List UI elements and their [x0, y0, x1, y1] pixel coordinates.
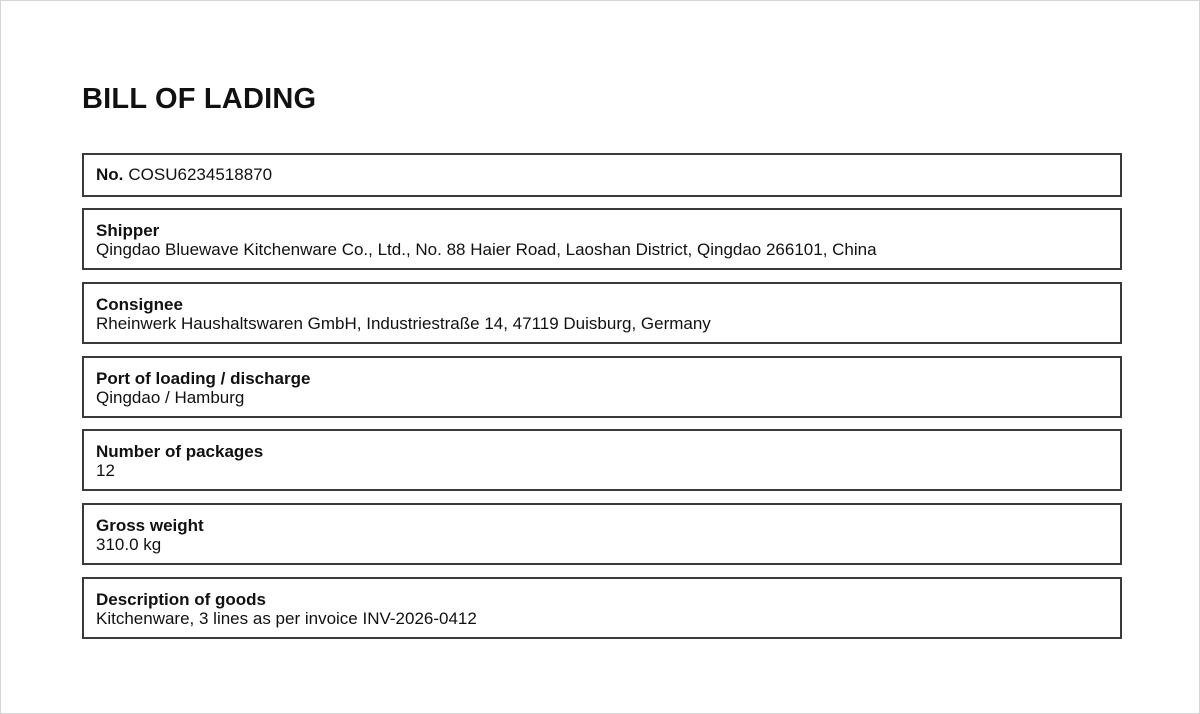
- shipper-value: Qingdao Bluewave Kitchenware Co., Ltd., No. 88 Haier Road, Laoshan District, Qingdao 266101, China: [96, 239, 877, 259]
- goods-description-field: [82, 577, 1122, 639]
- gross-weight-value: 310.0 kg: [96, 534, 162, 554]
- ports-value: Qingdao / Hamburg: [96, 387, 245, 407]
- bl-number-label: No.: [96, 164, 124, 184]
- ports-field: [82, 356, 1122, 418]
- bl-number-field: [82, 153, 1122, 197]
- shipper-label: Shipper: [96, 221, 160, 240]
- ports-label: Port of loading / discharge: [96, 369, 311, 388]
- document-title: BILL OF LADING: [82, 83, 317, 115]
- consignee-field: [82, 282, 1122, 344]
- gross-weight-field: [82, 503, 1122, 565]
- consignee-value: Rheinwerk Haushaltswaren GmbH, Industriestraße 14, 47119 Duisburg, Germany: [96, 313, 711, 333]
- goods-description-label: Description of goods: [96, 590, 266, 609]
- packages-label: Number of packages: [96, 442, 264, 461]
- shipper-field: [82, 208, 1122, 270]
- packages-value: 12: [96, 460, 115, 480]
- packages-field: [82, 429, 1122, 491]
- consignee-label: Consignee: [96, 295, 183, 314]
- bl-number-value: COSU6234518870: [128, 164, 273, 184]
- goods-description-value: Kitchenware, 3 lines as per invoice INV-2026-0412: [96, 608, 477, 628]
- gross-weight-label: Gross weight: [96, 516, 204, 535]
